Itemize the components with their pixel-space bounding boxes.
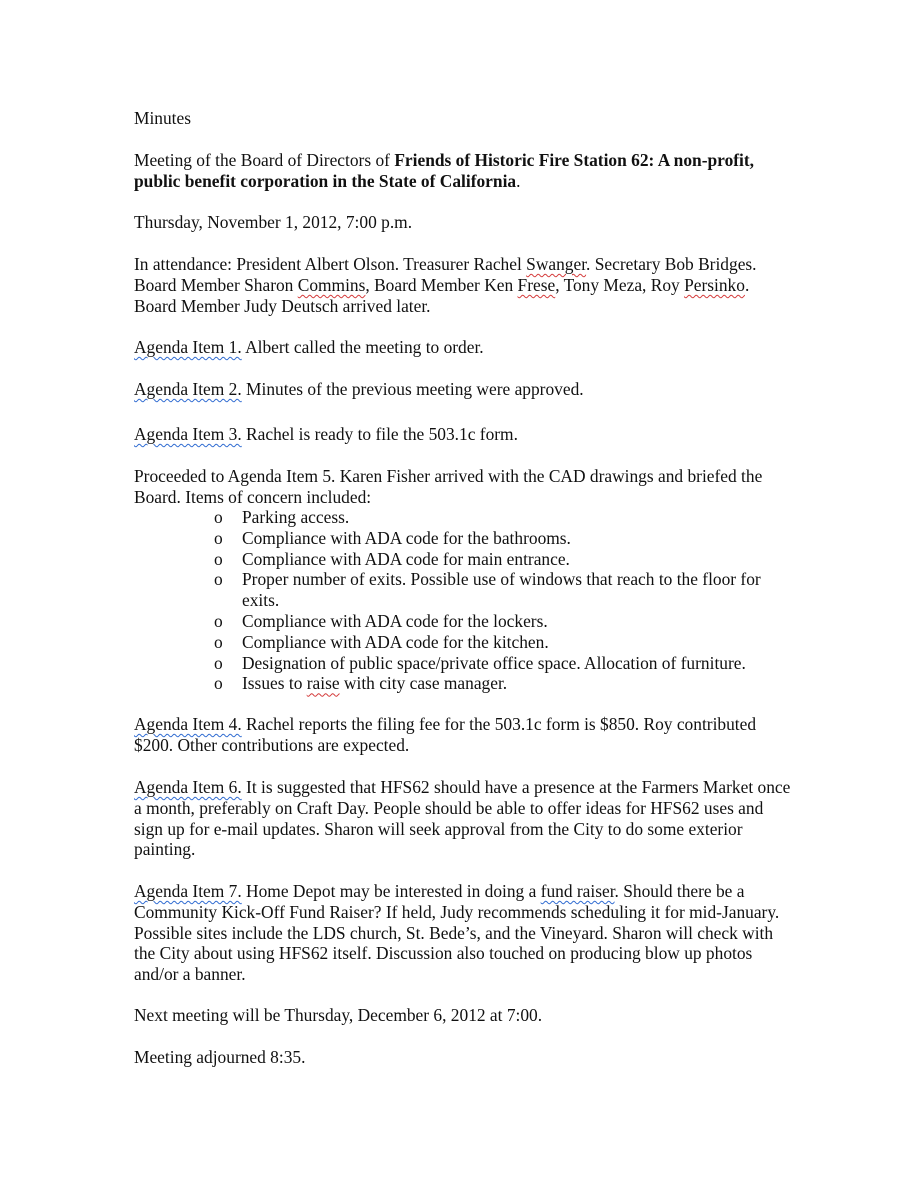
meeting-date: Thursday, November 1, 2012, 7:00 p.m. xyxy=(134,212,413,232)
agenda-item-7 xyxy=(134,881,794,985)
list-item: o Designation of public space/private office space. Allocation of furniture. xyxy=(214,652,746,673)
bullet-marker: o xyxy=(214,527,223,548)
attendance-text-1: In attendance: President Albert Olson. Treasurer Rachel xyxy=(134,254,527,274)
spelling-flag-persinko: Persinko xyxy=(684,274,745,295)
attendance-text-2: . Secretary Bob Bridges. Board Member Sharon xyxy=(134,254,757,295)
agenda-item-5-intro: Proceeded to Agenda Item 5. Karen Fisher arrived with the CAD drawings and briefed the Board. Items of concern included: xyxy=(134,466,763,507)
attendance-text-3: , Board Member Ken xyxy=(365,274,518,295)
agenda-item-3 xyxy=(134,424,794,445)
agenda-item-3-text: Rachel is ready to file the 503.1c form. xyxy=(241,424,518,444)
agenda-item-4-label: Agenda Item 4. xyxy=(134,714,242,734)
agenda-item-4-text: Rachel reports the filing fee for the 503.1c form is $850. Roy contributed $200. Other contributions are expected. xyxy=(134,714,757,755)
spelling-flag-frese: Frese xyxy=(517,274,556,295)
next-meeting: Next meeting will be Thursday, December 6, 2012 at 7:00. xyxy=(134,1005,543,1025)
list-item: o Compliance with ADA code for main entrance. xyxy=(214,548,570,569)
agenda-item-4 xyxy=(134,714,794,756)
bullet-marker: o xyxy=(214,507,223,527)
meeting-adjourned: Meeting adjourned 8:35. xyxy=(134,1047,306,1067)
agenda-item-6-label: Agenda Item 6. xyxy=(134,777,242,797)
attendance-text-5: . Board Member Judy Deutsch arrived later. xyxy=(134,274,750,316)
list-item: o Compliance with ADA code for the kitchen. xyxy=(214,631,549,652)
agenda-item-2-label: Agenda Item 2. xyxy=(134,379,242,399)
agenda-item-1-text: Albert called the meeting to order. xyxy=(241,337,484,357)
agenda-item-2 xyxy=(134,379,794,400)
agenda-item-1-label: Agenda Item 1. xyxy=(134,337,242,357)
list-item: o Issues to raise with city case manager. xyxy=(214,673,508,694)
spelling-flag-commins: Commins xyxy=(297,274,366,295)
agenda-item-1 xyxy=(134,337,794,358)
agenda-item-3-label: Agenda Item 3. xyxy=(134,424,242,444)
grammar-flag-fund-raiser: fund raiser xyxy=(540,881,615,901)
agenda-item-6 xyxy=(134,777,794,860)
list-item: o Parking access. xyxy=(214,507,350,527)
bullet-marker: o xyxy=(214,631,223,652)
spelling-flag-raise: raise xyxy=(306,673,340,694)
organization-name: Friends of Historic Fire Station 62: A non-profit, public benefit corporation in the State of California xyxy=(134,150,755,191)
bullet-marker: o xyxy=(214,548,223,569)
agenda-item-7-label: Agenda Item 7. xyxy=(134,881,242,901)
agenda-item-7-text-b: . Should there be a Community Kick-Off Fund Raiser? If held, Judy recommends scheduling it for mid-January. Possible sites include the LDS church, St. Bede’s, and the Vineyard. Sharon will check with the City about using HFS62 itself. Discussion also touched on producing blow up photos and/or a banner. xyxy=(134,881,780,985)
list-item: o Compliance with ADA code for the bathrooms. xyxy=(214,527,571,548)
bullet-marker: o xyxy=(214,673,223,694)
document-heading: Minutes xyxy=(134,108,192,128)
list-item: o Proper number of exits. Possible use of windows that reach to the floor for exits. xyxy=(214,569,761,611)
bullet-marker: o xyxy=(214,569,223,590)
agenda-item-7-text-a: Home Depot may be interested in doing a xyxy=(241,881,541,901)
concerns-list xyxy=(214,507,784,694)
bullet-marker: o xyxy=(214,652,223,673)
bullet-marker: o xyxy=(214,610,223,631)
meeting-title xyxy=(134,150,794,192)
attendance-text-4: , Tony Meza, Roy xyxy=(555,274,685,295)
agenda-item-2-text: Minutes of the previous meeting were approved. xyxy=(241,379,584,399)
spelling-flag-swanger: Swanger xyxy=(526,254,587,274)
attendance-paragraph xyxy=(134,254,794,316)
meeting-prefix: Meeting of the Board of Directors of xyxy=(134,150,395,170)
meeting-suffix: . xyxy=(516,170,521,191)
agenda-item-6-text: It is suggested that HFS62 should have a presence at the Farmers Market once a month, preferably on Craft Day. People should be able to offer ideas for HFS62 uses and sign up for e-mail updates. Sharon will seek approval from the City to do some exterior painting. xyxy=(134,777,791,860)
list-item: o Compliance with ADA code for the lockers. xyxy=(214,610,548,631)
